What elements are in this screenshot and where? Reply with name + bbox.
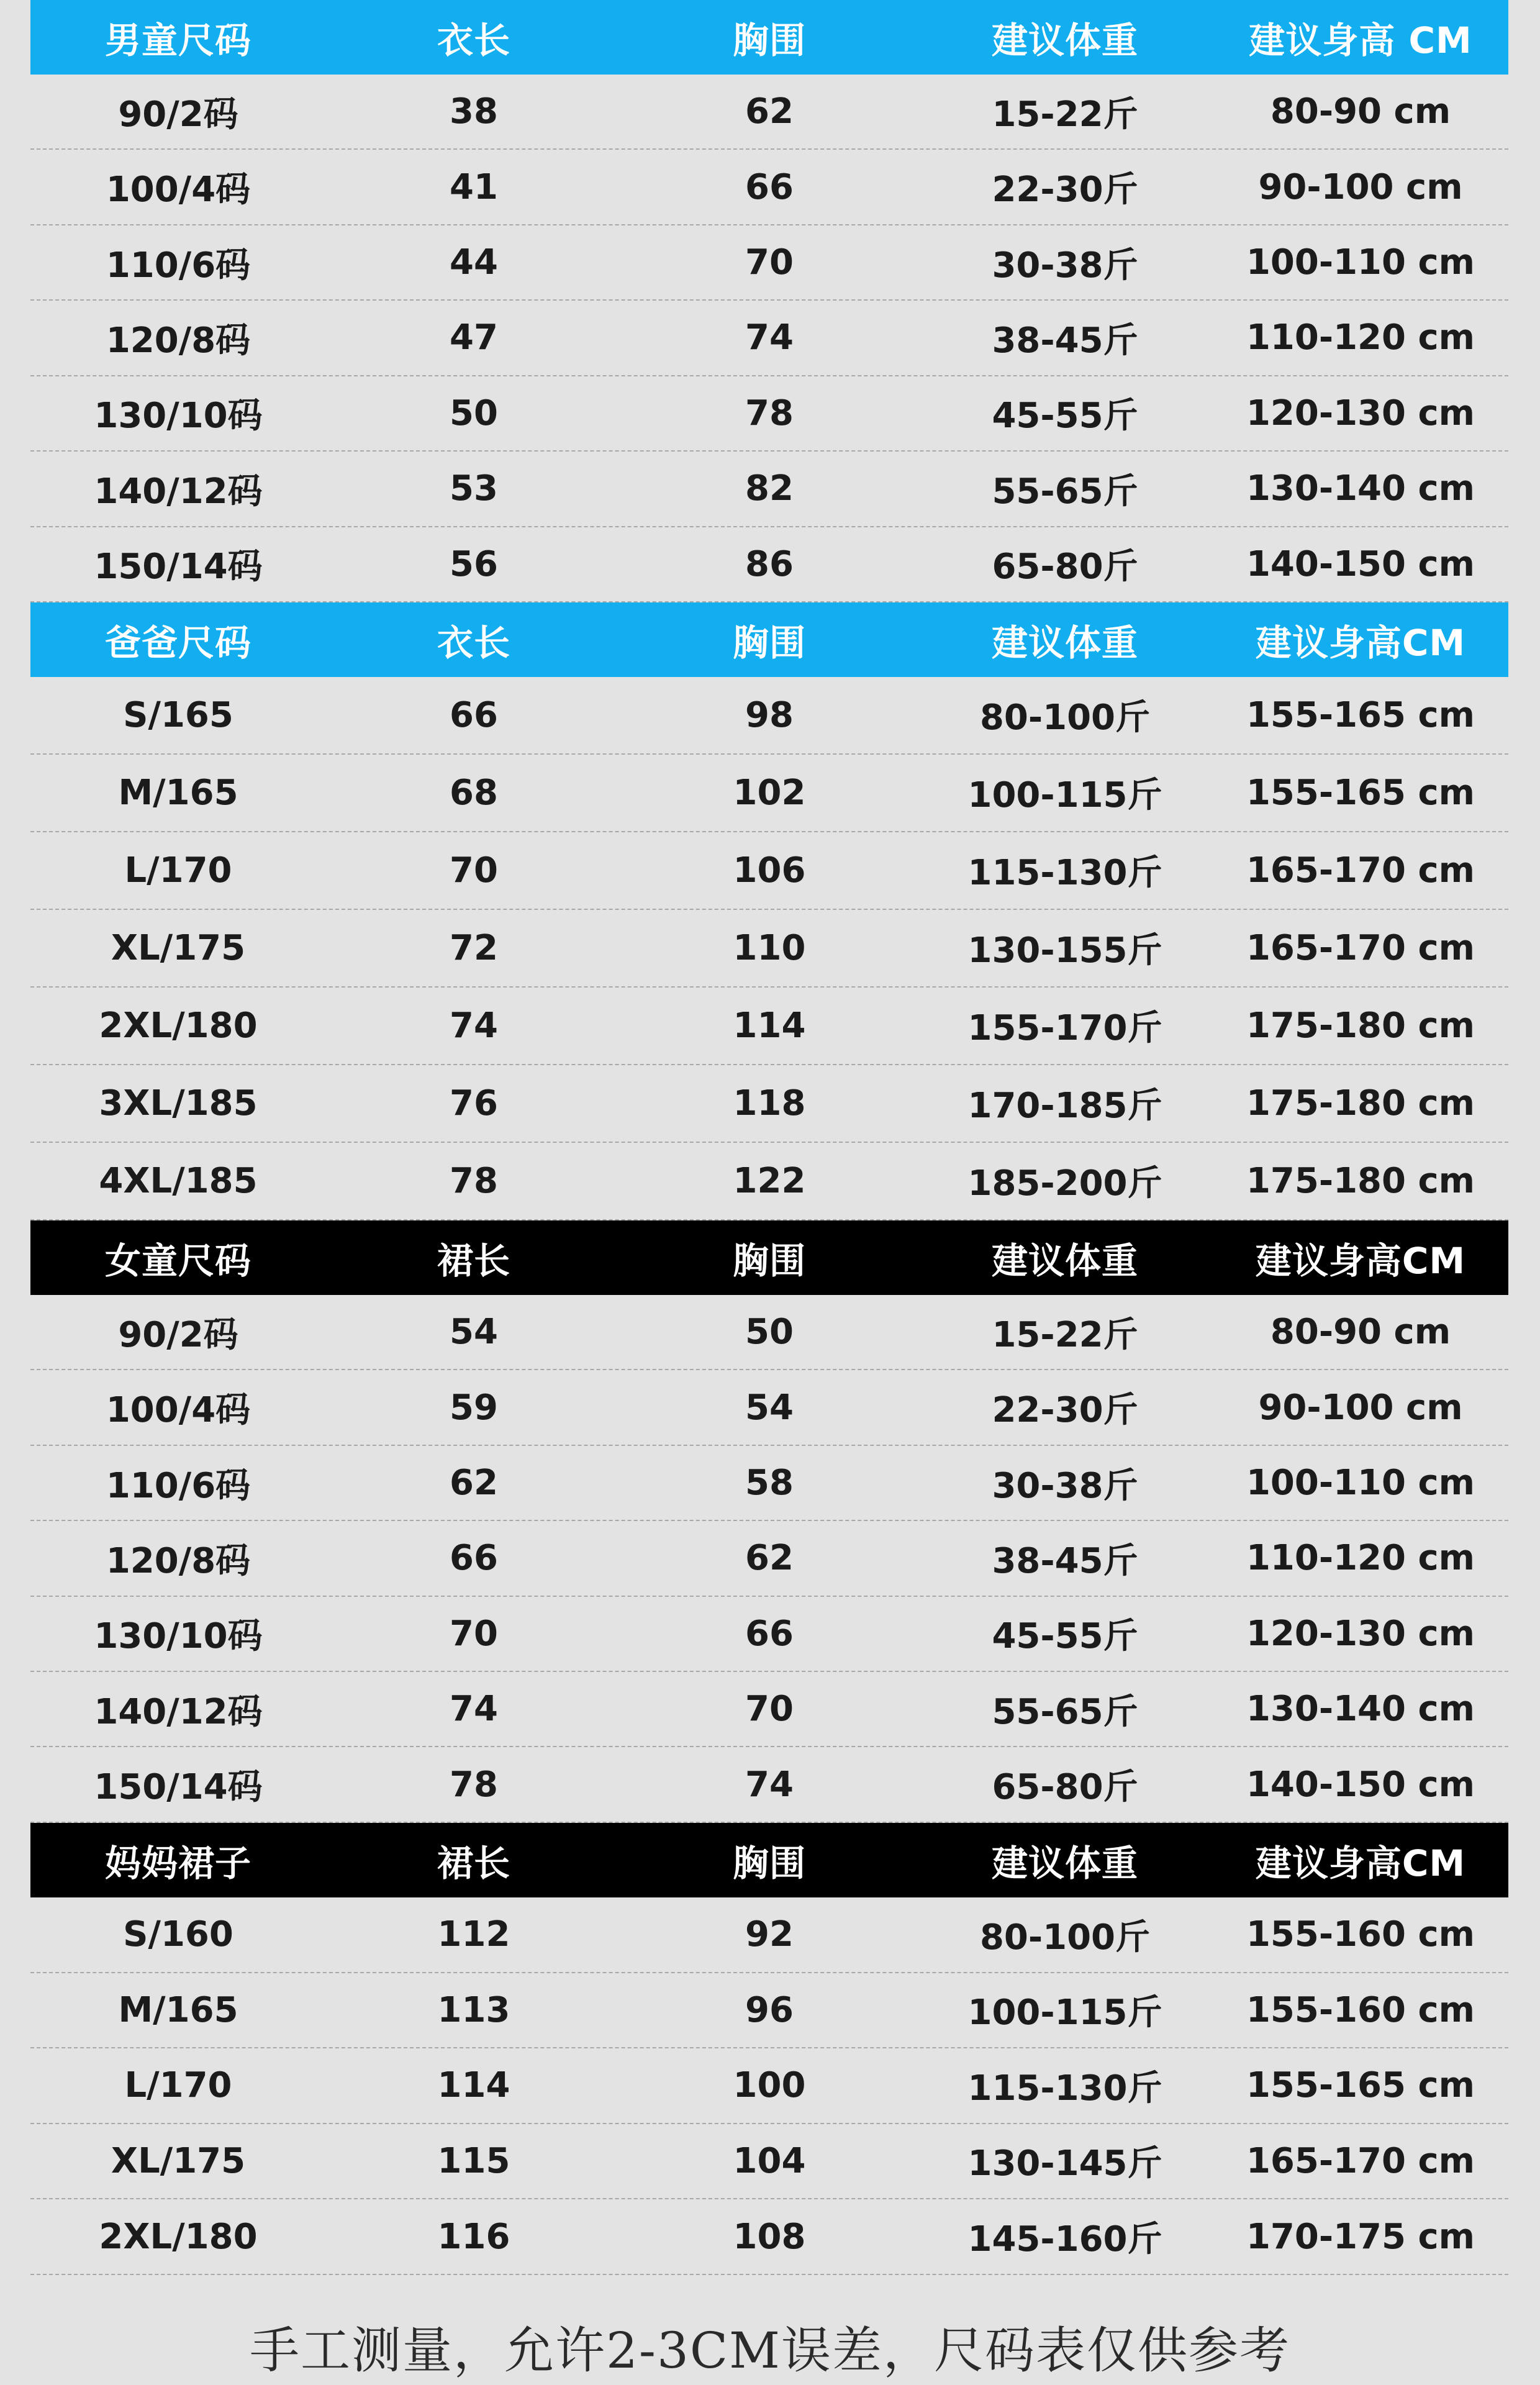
header-height: 建议身高CM <box>1255 1239 1466 1282</box>
table-row <box>30 755 1508 832</box>
weight-cell: 100-115斤 <box>967 1992 1162 2033</box>
table-row <box>30 2199 1508 2275</box>
length-cell: 78 <box>450 1160 498 1201</box>
size-cell: 4XL/185 <box>99 1160 258 1201</box>
header-chest: 胸围 <box>732 19 806 61</box>
table-row <box>30 1597 1508 1672</box>
weight-cell: 22-30斤 <box>992 170 1138 211</box>
size-cell: 2XL/180 <box>99 1005 258 1046</box>
size-cell: M/165 <box>118 1989 238 2030</box>
size-cell: S/165 <box>123 694 233 735</box>
weight-cell: 80-100斤 <box>979 1917 1151 1958</box>
chest-cell: 50 <box>745 1312 794 1353</box>
chest-cell: 86 <box>745 543 794 584</box>
table-row <box>30 988 1508 1065</box>
chest-cell: 102 <box>733 772 806 813</box>
length-cell: 68 <box>450 772 498 813</box>
height-cell: 90-100 cm <box>1258 166 1463 207</box>
table-row <box>30 910 1508 988</box>
length-cell: 112 <box>437 1914 510 1955</box>
header-length: 衣长 <box>437 19 510 61</box>
table-row <box>30 1065 1508 1143</box>
header-length: 裙长 <box>437 1239 510 1282</box>
length-cell: 53 <box>450 468 498 509</box>
chest-cell: 62 <box>745 91 794 132</box>
dads-header-row <box>30 602 1508 677</box>
height-cell: 100-110 cm <box>1246 242 1475 283</box>
length-cell: 50 <box>450 393 498 434</box>
height-cell: 110-120 cm <box>1246 1538 1475 1579</box>
size-chart <box>30 0 1508 2275</box>
table-row <box>30 2124 1508 2200</box>
length-cell: 66 <box>450 694 498 735</box>
height-cell: 80-90 cm <box>1270 91 1451 132</box>
weight-cell: 130-155斤 <box>967 930 1162 971</box>
table-row <box>30 1370 1508 1445</box>
girls-size-section <box>30 1220 1508 1823</box>
size-cell: 150/14码 <box>94 1767 263 1808</box>
weight-cell: 100-115斤 <box>967 775 1162 816</box>
header-height: 建议身高CM <box>1255 621 1466 664</box>
size-cell: 100/4码 <box>106 1390 251 1431</box>
table-row <box>30 225 1508 301</box>
size-cell: 150/14码 <box>94 547 263 588</box>
header-size: 女童尺码 <box>104 1239 251 1282</box>
header-size: 爸爸尺码 <box>104 621 251 664</box>
height-cell: 130-140 cm <box>1246 1689 1475 1730</box>
weight-cell: 115-130斤 <box>967 2068 1162 2109</box>
table-row <box>30 527 1508 602</box>
length-cell: 74 <box>450 1689 498 1730</box>
length-cell: 116 <box>437 2216 510 2257</box>
height-cell: 130-140 cm <box>1246 468 1475 509</box>
weight-cell: 15-22斤 <box>992 1314 1138 1355</box>
height-cell: 175-180 cm <box>1246 1005 1475 1046</box>
length-cell: 70 <box>450 850 498 891</box>
table-row <box>30 1672 1508 1747</box>
header-chest: 胸围 <box>732 1239 806 1282</box>
length-cell: 115 <box>437 2140 510 2181</box>
header-length: 裙长 <box>437 1842 510 1884</box>
table-row <box>30 2048 1508 2124</box>
header-size: 妈妈裙子 <box>104 1842 251 1884</box>
table-row <box>30 832 1508 910</box>
length-cell: 56 <box>450 543 498 584</box>
length-cell: 47 <box>450 317 498 358</box>
length-cell: 113 <box>437 1989 510 2030</box>
table-row <box>30 677 1508 755</box>
moms-rows <box>30 1897 1508 2275</box>
header-weight: 建议体重 <box>991 1842 1138 1884</box>
weight-cell: 55-65斤 <box>992 1691 1138 1732</box>
length-cell: 62 <box>450 1463 498 1503</box>
size-cell: 120/8码 <box>106 1540 251 1581</box>
height-cell: 140-150 cm <box>1246 1764 1475 1805</box>
boys-rows <box>30 75 1508 602</box>
length-cell: 38 <box>450 91 498 132</box>
header-length: 衣长 <box>437 621 510 664</box>
chest-cell: 54 <box>745 1387 794 1428</box>
table-row <box>30 75 1508 150</box>
table-row <box>30 452 1508 527</box>
chest-cell: 62 <box>745 1538 794 1579</box>
header-chest: 胸围 <box>732 1842 806 1884</box>
size-cell: XL/175 <box>111 2140 246 2181</box>
dads-size-section <box>30 602 1508 1220</box>
size-cell: XL/175 <box>111 927 246 968</box>
chest-cell: 70 <box>745 1689 794 1730</box>
size-cell: 3XL/185 <box>99 1083 258 1124</box>
size-cell: 2XL/180 <box>99 2216 258 2257</box>
size-cell: 110/6码 <box>106 1465 251 1506</box>
chest-cell: 78 <box>745 393 794 434</box>
boys-size-section <box>30 0 1508 602</box>
girls-rows <box>30 1295 1508 1823</box>
dads-rows <box>30 677 1508 1220</box>
weight-cell: 170-185斤 <box>967 1086 1162 1127</box>
table-row <box>30 1897 1508 1973</box>
chest-cell: 66 <box>745 1613 794 1654</box>
height-cell: 175-180 cm <box>1246 1160 1475 1201</box>
boys-header-row <box>30 0 1508 75</box>
height-cell: 155-165 cm <box>1246 694 1475 735</box>
table-row <box>30 376 1508 452</box>
header-height: 建议身高 CM <box>1249 19 1472 61</box>
table-row <box>30 1143 1508 1220</box>
length-cell: 66 <box>450 1538 498 1579</box>
size-cell: 90/2码 <box>118 94 238 135</box>
size-cell: L/170 <box>124 850 232 891</box>
weight-cell: 130-145斤 <box>967 2143 1162 2184</box>
length-cell: 41 <box>450 166 498 207</box>
table-row <box>30 1446 1508 1521</box>
chest-cell: 98 <box>745 694 794 735</box>
height-cell: 165-170 cm <box>1246 927 1475 968</box>
chest-cell: 108 <box>733 2216 806 2257</box>
length-cell: 44 <box>450 242 498 283</box>
size-cell: 100/4码 <box>106 170 251 211</box>
chest-cell: 118 <box>733 1083 806 1124</box>
header-size: 男童尺码 <box>104 19 251 61</box>
size-cell: 130/10码 <box>94 396 263 437</box>
chest-cell: 106 <box>733 850 806 891</box>
chest-cell: 66 <box>745 166 794 207</box>
weight-cell: 155-170斤 <box>967 1008 1162 1049</box>
height-cell: 165-170 cm <box>1246 850 1475 891</box>
header-weight: 建议体重 <box>991 1239 1138 1282</box>
size-cell: L/170 <box>124 2065 232 2106</box>
chest-cell: 100 <box>733 2065 806 2106</box>
size-cell: 110/6码 <box>106 245 251 286</box>
moms-header-row <box>30 1823 1508 1897</box>
size-cell: 130/10码 <box>94 1616 263 1657</box>
weight-cell: 38-45斤 <box>992 1540 1138 1581</box>
weight-cell: 145-160斤 <box>967 2219 1162 2260</box>
length-cell: 76 <box>450 1083 498 1124</box>
table-row <box>30 150 1508 225</box>
height-cell: 80-90 cm <box>1270 1312 1451 1353</box>
table-row <box>30 1973 1508 2049</box>
header-weight: 建议体重 <box>991 621 1138 664</box>
height-cell: 165-170 cm <box>1246 2140 1475 2181</box>
header-height: 建议身高CM <box>1255 1842 1466 1884</box>
length-cell: 78 <box>450 1764 498 1805</box>
table-row <box>30 1295 1508 1370</box>
height-cell: 110-120 cm <box>1246 317 1475 358</box>
length-cell: 74 <box>450 1005 498 1046</box>
weight-cell: 115-130斤 <box>967 853 1162 894</box>
size-cell: 120/8码 <box>106 320 251 361</box>
chest-cell: 122 <box>733 1160 806 1201</box>
table-row <box>30 1747 1508 1822</box>
chest-cell: 104 <box>733 2140 806 2181</box>
chest-cell: 82 <box>745 468 794 509</box>
weight-cell: 45-55斤 <box>992 1616 1138 1657</box>
height-cell: 120-130 cm <box>1246 393 1475 434</box>
weight-cell: 80-100斤 <box>979 697 1151 738</box>
height-cell: 155-160 cm <box>1246 1914 1475 1955</box>
height-cell: 155-165 cm <box>1246 772 1475 813</box>
weight-cell: 55-65斤 <box>992 471 1138 512</box>
length-cell: 70 <box>450 1613 498 1654</box>
weight-cell: 38-45斤 <box>992 320 1138 361</box>
size-cell: S/160 <box>123 1914 233 1955</box>
size-cell: 90/2码 <box>118 1314 238 1355</box>
chest-cell: 58 <box>745 1463 794 1503</box>
size-cell: 140/12码 <box>94 471 263 512</box>
height-cell: 170-175 cm <box>1246 2216 1475 2257</box>
height-cell: 140-150 cm <box>1246 543 1475 584</box>
weight-cell: 22-30斤 <box>992 1390 1138 1431</box>
length-cell: 59 <box>450 1387 498 1428</box>
chest-cell: 74 <box>745 317 794 358</box>
header-weight: 建议体重 <box>991 19 1138 61</box>
size-cell: M/165 <box>118 772 238 813</box>
height-cell: 100-110 cm <box>1246 1463 1475 1503</box>
weight-cell: 30-38斤 <box>992 1465 1138 1506</box>
length-cell: 72 <box>450 927 498 968</box>
weight-cell: 65-80斤 <box>992 1767 1138 1808</box>
weight-cell: 45-55斤 <box>992 396 1138 437</box>
height-cell: 175-180 cm <box>1246 1083 1475 1124</box>
height-cell: 155-165 cm <box>1246 2065 1475 2106</box>
chest-cell: 96 <box>745 1989 794 2030</box>
table-row <box>30 301 1508 376</box>
chest-cell: 92 <box>745 1914 794 1955</box>
girls-header-row <box>30 1220 1508 1295</box>
chest-cell: 114 <box>733 1005 806 1046</box>
height-cell: 120-130 cm <box>1246 1613 1475 1654</box>
height-cell: 90-100 cm <box>1258 1387 1463 1428</box>
table-row <box>30 1521 1508 1596</box>
chest-cell: 110 <box>733 927 806 968</box>
weight-cell: 185-200斤 <box>967 1163 1162 1204</box>
weight-cell: 30-38斤 <box>992 245 1138 286</box>
height-cell: 155-160 cm <box>1246 1989 1475 2030</box>
length-cell: 54 <box>450 1312 498 1353</box>
weight-cell: 65-80斤 <box>992 547 1138 588</box>
chest-cell: 70 <box>745 242 794 283</box>
moms-size-section <box>30 1823 1508 2275</box>
weight-cell: 15-22斤 <box>992 94 1138 135</box>
size-cell: 140/12码 <box>94 1691 263 1732</box>
chest-cell: 74 <box>745 1764 794 1805</box>
length-cell: 114 <box>437 2065 510 2106</box>
header-chest: 胸围 <box>732 621 806 664</box>
measurement-note: 手工测量，允许2-3CM误差，尺码表仅供参考 <box>250 2322 1290 2379</box>
